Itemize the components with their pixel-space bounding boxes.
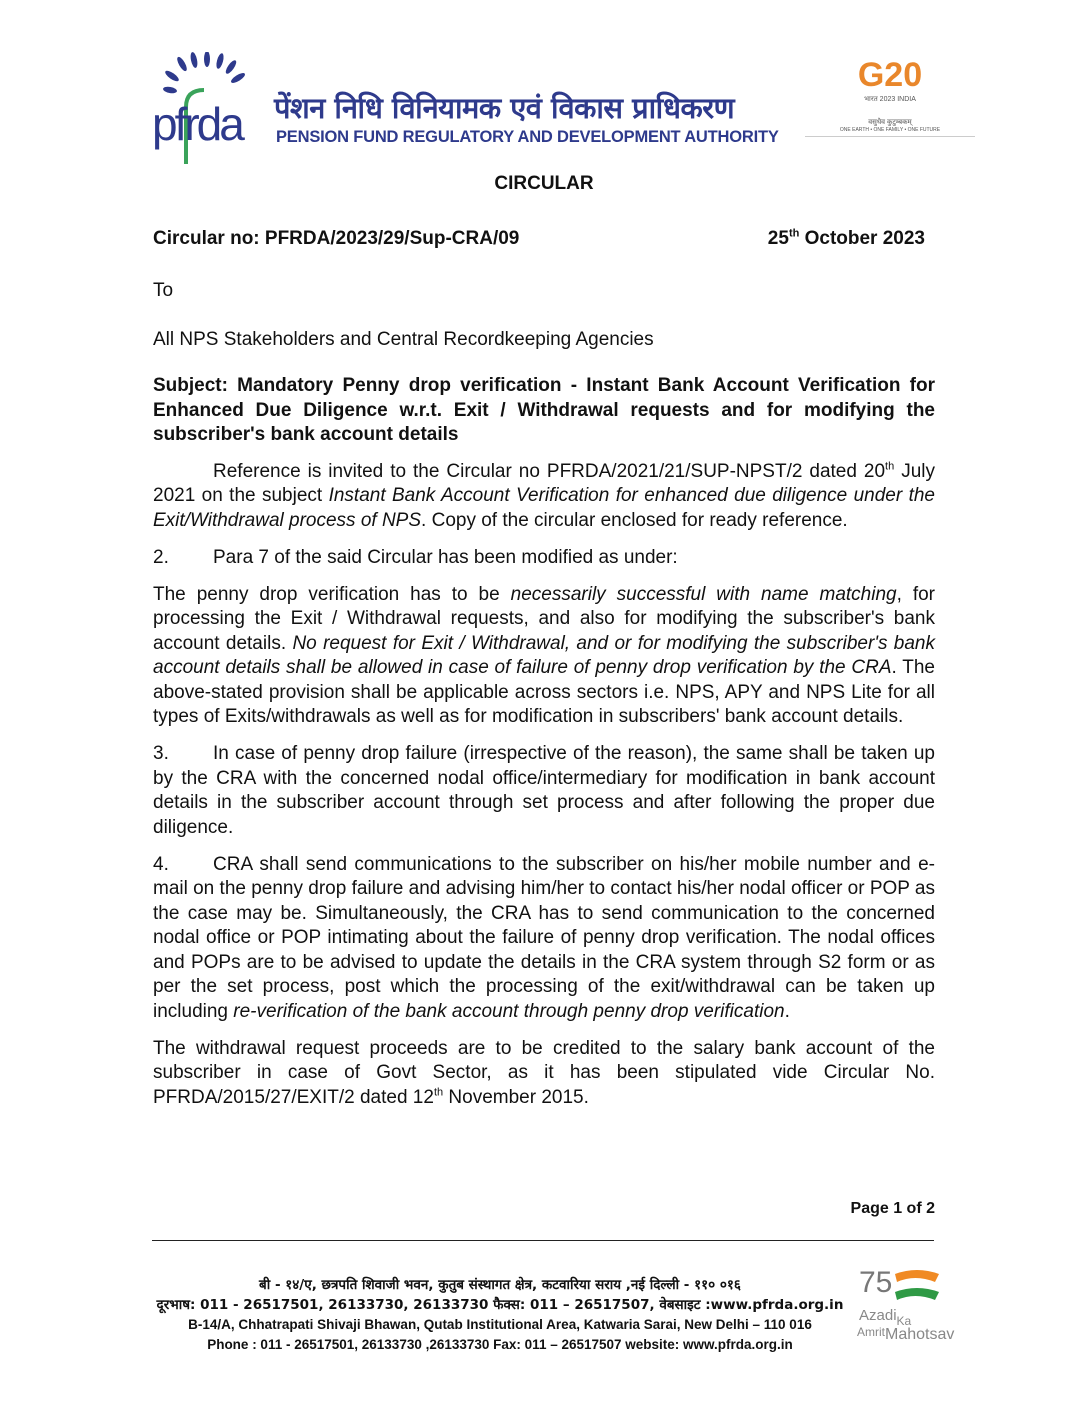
paragraph-text: CRA shall send communications to the subscriber on his/her mobile number and e-mail on the penny drop failure and advising him/her to contact his/her nodal officer or POP as the case may be. Simultaneously, the CRA has to send communication to the concerned nodal office or POP intimating about the failure of penny drop verification. The nodal offices and POPs are to be advised to update the details in the CRA system through S2 form or as per the set process, post which the processing of the exit/withdrawal can be taken up including xyxy=(153,853,935,1022)
date-month-year: October 2023 xyxy=(799,227,925,249)
circular-date xyxy=(768,227,925,252)
paragraph xyxy=(153,583,935,730)
azadi-logo-word: Azadi xyxy=(859,1307,897,1324)
emphasized-text: re-verification of the bank account through penny drop verification xyxy=(233,1000,785,1022)
paragraph-number: 4. xyxy=(153,853,169,875)
salutation: To xyxy=(153,280,174,301)
paragraph-text: The withdrawal request proceeds are to be credited to the salary bank account of the subscriber in case of Govt Sector, as it has been stipulated vide Circular No. PFRDA/2015/27/EXIT/2 dated 12 xyxy=(153,1037,935,1108)
paragraph-text: July 2021 on the subject xyxy=(153,460,935,506)
paragraph xyxy=(153,742,935,840)
pfrda-logo-icon xyxy=(152,52,270,164)
addressee: All NPS Stakeholders and Central Recordkeeping Agencies xyxy=(153,328,654,350)
g20-logo xyxy=(805,56,975,166)
paragraphs xyxy=(153,460,935,1111)
page-number: Page 1 of 2 xyxy=(850,1200,935,1217)
emphasized-text: necessarily successful with name matching xyxy=(510,583,897,605)
paragraph xyxy=(153,460,935,534)
paragraph-text: th xyxy=(885,460,895,473)
paragraph-text: . Copy of the circular enclosed for ready reference. xyxy=(421,509,848,531)
paragraph-number: 2. xyxy=(153,546,169,568)
paragraph xyxy=(153,546,935,571)
hindi-address: बी - १४/ए, छत्रपति शिवाजी भवन, कुतुब संस्थागत क्षेत्र, कटवारिया सराय ,नई दिल्ली - ११० ०१६ xyxy=(259,1277,741,1293)
azadi-logo-number: 75 xyxy=(859,1266,893,1299)
circular-body xyxy=(153,172,935,1123)
paragraph xyxy=(153,1037,935,1111)
paragraph xyxy=(153,853,935,1025)
g20-tagline: भारत 2023 INDIA xyxy=(864,96,916,103)
svg-text:AmritMahotsav xyxy=(857,1325,954,1342)
hindi-contact: दूरभाष: 011 - 26517501, 26133730, 26133730 फैक्स: 011 – 26517507, वेबसाइट :www.pfrda.org.in xyxy=(156,1296,844,1313)
paragraph-text: Reference is invited to the Circular no PFRDA/2021/21/SUP-NPST/2 dated 20 xyxy=(213,460,886,482)
paragraph-text: th xyxy=(433,1086,444,1099)
azadi-logo-mahotsav: Mahotsav xyxy=(885,1326,955,1342)
paragraph-text: , for processing the Exit / Withdrawal requests, and also for modifying the subscriber's bank account details. xyxy=(153,583,936,654)
date-day: 25 xyxy=(767,227,789,249)
paragraph-text: . The above-stated provision shall be applicable across sectors i.e. NPS, APY and NPS Lite for all types of Exits/withdrawals as well as for modification in subscribers' bank account details. xyxy=(153,657,935,727)
footer-divider xyxy=(152,1240,934,1241)
svg-text:pfrda: pfrda xyxy=(152,98,242,150)
paragraph-text: The penny drop verification has to be xyxy=(153,583,511,605)
paragraph-text: . xyxy=(784,1000,790,1022)
footer-address xyxy=(150,1276,850,1354)
document-heading: CIRCULAR xyxy=(494,173,594,194)
paragraph-number: 3. xyxy=(153,743,169,764)
azadi-logo-ka: Ka xyxy=(896,1314,912,1328)
circular-number: Circular no: PFRDA/2023/29/Sup-CRA/09 xyxy=(153,227,520,249)
paragraph-text: November 2015. xyxy=(443,1086,589,1108)
subject: Subject: Mandatory Penny drop verification - Instant Bank Account Verification for Enhanced Due Diligence w.r.t. Exit / Withdrawal requests and for modifying the subscriber's bank account details xyxy=(153,375,935,445)
azadi-ka-amrit-mahotsav-logo xyxy=(855,1262,965,1342)
english-contact: Phone : 011 - 26517501, 26133730 ,26133730 Fax: 011 – 26517507 website: www.pfrda.org.in xyxy=(207,1336,793,1352)
circular-meta xyxy=(153,227,925,252)
date-suffix: th xyxy=(788,227,800,240)
emphasized-text: No request for Exit / Withdrawal, and or for modifying the subscriber's bank account details shall be allowed in case of failure of penny drop verification by the CRA xyxy=(153,632,935,678)
azadi-logo-amrit: Amrit xyxy=(857,1325,885,1339)
english-address: B-14/A, Chhatrapati Shivaji Bhawan, Qutab Institutional Area, Katwaria Sarai, New Delhi – 110 016 xyxy=(188,1317,812,1332)
letterhead xyxy=(150,48,980,168)
g20-motto-hindi: वसुधैव कुटुम्बकम् xyxy=(868,119,912,126)
g20-motto: ONE EARTH • ONE FAMILY • ONE FUTURE xyxy=(805,127,975,137)
english-org-title: PENSION FUND REGULATORY AND DEVELOPMENT AUTHORITY xyxy=(276,128,779,146)
paragraph-text: In case of penny drop failure (irrespective of the reason), the same shall be taken up by the CRA with the concerned nodal office/intermediary for modification in bank account details in the subscriber account through set process and after following the proper due diligence. xyxy=(153,743,935,838)
hindi-org-title: पेंशन निधि विनियामक एवं विकास प्राधिकरण xyxy=(274,91,735,125)
g20-logo-text: G20 xyxy=(857,56,923,94)
emphasized-text: Instant Bank Account Verification for enhanced due diligence under the Exit/Withdrawal process of NPS xyxy=(153,485,935,531)
paragraph-text: Para 7 of the said Circular has been modified as under: xyxy=(213,546,678,568)
